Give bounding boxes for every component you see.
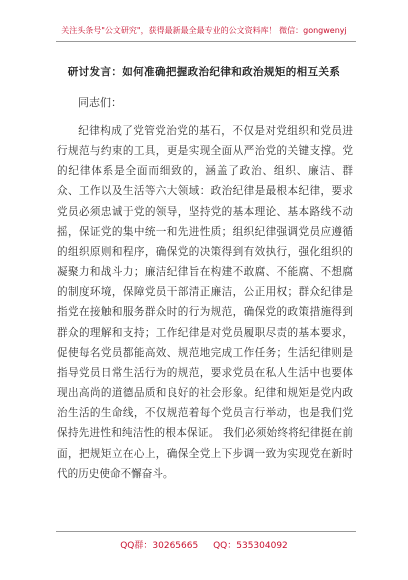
document-title: 研讨发言：如何准确把握政治纪律和政治规矩的相互关系 (67, 66, 341, 78)
qq-number: QQ：535304092 (213, 541, 288, 551)
footer-note (0, 538, 408, 551)
greeting: 同志们： (78, 96, 122, 109)
header-note: 关注头条号"公文研究"，获得最新最全最专业的公文资料库！ 微信：gongwenyj (61, 26, 347, 35)
footer-divider (56, 531, 356, 532)
qq-group: QQ群：30265665 (120, 541, 199, 551)
header-divider (56, 41, 356, 42)
body-paragraph: 纪律构成了党管党治党的基石，不仅是对党组织和党员进行规范与约束的工具，更是实现全面从严治党的关键支撑。党的纪律体系是全面而细致的，涵盖了政治、组织、廉洁、群众、工作以及生活等六大领域：政治纪律是最根本纪律，要求党员必须忠诚于党的领导，坚持党的基本理论、基本路线不动摇，保证党的集中统一和先进性质；组织纪律强调党员应遵循的组织原则和程序，确保党的决策得到有效执行，强化组织的凝聚力和战斗力；廉洁纪律旨在构建不敢腐、不能腐、不想腐的制度环境，保障党员干部清正廉洁，公正用权；群众纪律是指党在接触和服务群众时的行为规范，确保党的政策措施得到群众的理解和支持；工作纪律是对党员履职尽责的基本要求，促使每名党员都能高效、规范地完成工作任务；生活纪律则是指导党员日常生活行为的规范，要求党员在私人生活中也要体现出高尚的道德品质和良好的社会形象。纪律和规矩是党内政治生活的生命线，不仅规范着每个党员言行举动，也是我们党保持先进性和纯洁性的根本保证。 我们必须始终将纪律挺在前面，把规矩立在心上，确保全党上下步调一致为实现党在新时代的历史使命不懈奋斗。 (57, 125, 353, 480)
